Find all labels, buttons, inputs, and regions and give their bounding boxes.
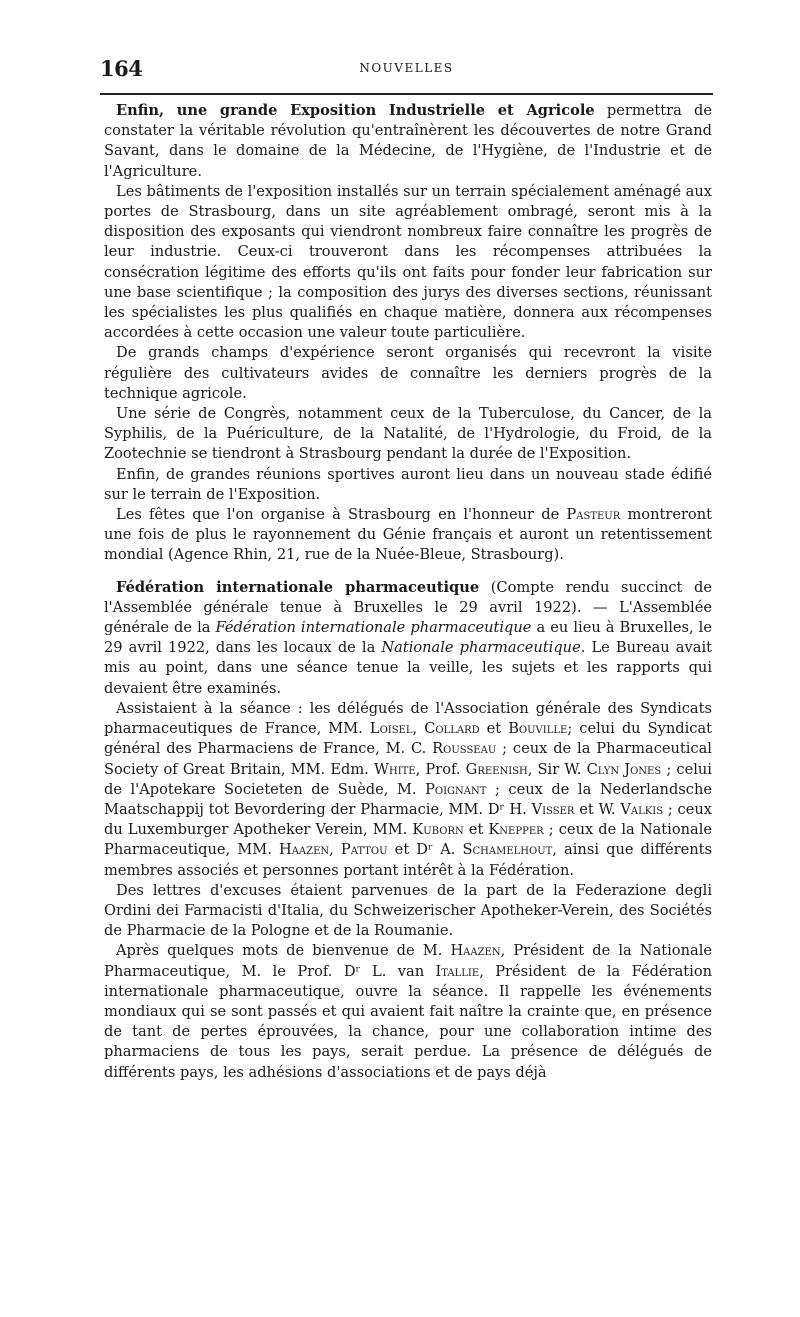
- paragraph-fetes: Les fêtes que l'on organise à Strasbourg en l'honneur de Pasteur montreront une fois de plus le rayonnement du Génie français et auront un retentissement mondial (Agence Rhin, 21, rue de la Nuée-Bleue, Strasbourg).: [104, 506, 712, 564]
- running-head: NOUVELLES: [359, 61, 454, 75]
- paragraph-sports: Enfin, de grandes réunions sportives auront lieu dans un nouveau stade édifié sur le terrain de l'Exposition.: [104, 465, 712, 503]
- paragraph-bienvenue: Après quelques mots de bienvenue de M. Haazen, Président de la Nationale Pharmaceutique, M. le Prof. Dʳ L. van Itallie, Président de la Fédération internationale pharmaceutique, ouvre la séance. Il rappelle les événements mondiaux qui se sont passés et qui avaient fait naître la crainte que, en présence de tant de pertes éprouvées, la chance, pour une collaboration intime des pharmaciens de tous les pays, serait perdue. La présence de délégués de différents pays, les adhésions d'associations et de pays déjà: [104, 942, 712, 1081]
- page-body: [104, 101, 712, 1083]
- paragraph-delegues: Assistaient à la séance : les délégués de l'Association générale des Syndicats pharmaceutiques de France, MM. Loisel, Collard et Bouville; celui du Syndicat général des Pharmaciens de France, M. C. Rousseau ; ceux de la Pharmaceutical Society of Great Britain, MM. Edm. White, Prof. Greenish, Sir W. Clyn Jones ; celui de l'Apotekare Societeten de Suède, M. Poignant ; ceux de la Nederlandsche Maatschappij tot Bevordering der Pharmacie, MM. Dʳ H. Visser et W. Valkis ; ceux du Luxemburger Apotheker Verein, MM. Kuborn et Knepper ; ceux de la Nationale Pharmaceutique, MM. Haazen, Pattou et Dʳ A. Schamelhout, ainsi que différents membres associés et personnes portant intérêt à la Fédération.: [104, 699, 713, 879]
- page-number: 164: [100, 56, 143, 81]
- header-rule: [100, 93, 713, 95]
- bold-lead: Enfin, une grande Exposition Industrielle et Agricole: [116, 102, 595, 119]
- paragraph-champs: De grands champs d'expérience seront organisés qui recevront la visite régulière des cultivateurs avides de connaître les derniers progrès de la technique agricole.: [104, 344, 712, 402]
- paragraph-congres: Une série de Congrès, notamment ceux de la Tuberculose, du Cancer, de la Syphilis, de la Puériculture, de la Natalité, de l'Hydrologie, du Froid, de la Zootechnie se tiendront à Strasbourg pendant la durée de l'Exposition.: [104, 405, 712, 463]
- paragraph-exposition: Enfin, une grande Exposition Industrielle et Agricole permettra de constater la véritable révolution qu'entraînèrent les découvertes de notre Grand Savant, dans le domaine de la Médecine, de l'Hygiène, de l'Industrie et de l'Agriculture.: [104, 102, 712, 180]
- paragraph-federation: Fédération internationale pharmaceutique (Compte rendu succinct de l'Assemblée générale tenue à Bruxelles le 29 avril 1922). — L'Assemblée générale de la Fédération internationale pharmaceutique a eu lieu à Bruxelles, le 29 avril 1922, dans les locaux de la Nationale pharmaceutique. Le Bureau avait mis au point, dans une séance tenue la veille, les sujets et les rapports qui devaient être examinés.: [104, 578, 712, 697]
- section-heading: Fédération internationale pharmaceutique: [116, 578, 480, 596]
- paragraph-batiments: Les bâtiments de l'exposition installés sur un terrain spécialement aménagé aux portes de Strasbourg, dans un site agréablement ombragé, seront mis à la disposition des exposants qui viendront nombreux faire connaître les progrès de leur industrie. Ceux-ci trouveront dans les récompenses attribuées la consécration légitime des efforts qu'ils ont faits pour fonder leur fabrication sur une base scientifique ; la composition des jurys des diverses sections, réunissant les spécialistes les plus qualifiés en chaque matière, donnera aux récompenses accordées à cette occasion une valeur toute particulière.: [104, 182, 712, 342]
- paragraph-excuses: Des lettres d'excuses étaient parvenues de la part de la Federazione degli Ordini dei Farmacisti d'Italia, du Schweizerischer Apotheker-Verein, des Sociétés de Pharmacie de la Pologne et de la Roumanie.: [104, 881, 712, 940]
- page-header: [100, 56, 713, 86]
